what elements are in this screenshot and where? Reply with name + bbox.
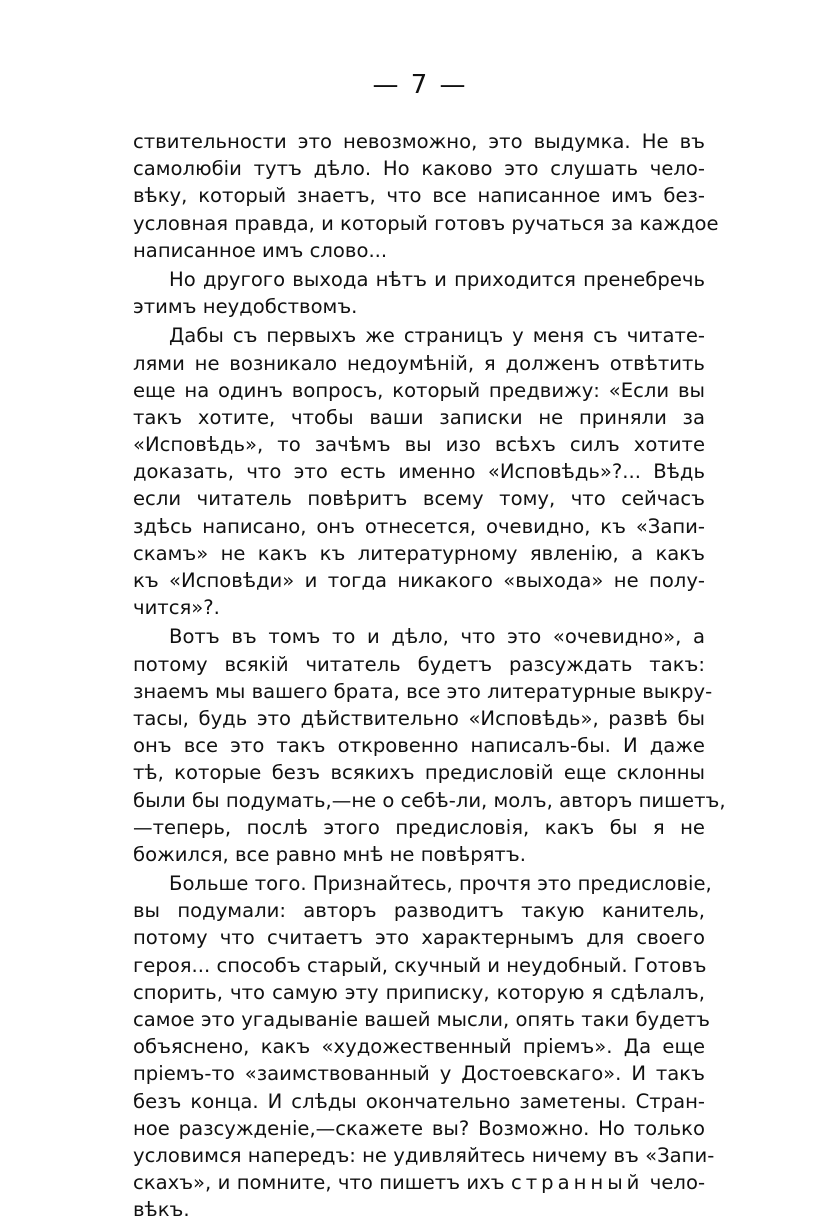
- text-line: были бы подумать,—не о себѣ-ли, молъ, авторъ пишетъ,: [133, 788, 726, 812]
- text-line: здѣсь написано, онъ отнесется, очевидно, къ «Запи-: [133, 514, 705, 538]
- text-line: потому всякій читатель будетъ разсуждать такъ:: [133, 652, 705, 676]
- text-line: самое это угадываніе вашей мысли, опять таки будетъ: [133, 1008, 710, 1031]
- text-line: вы подумали: авторъ разводитъ такую канитель,: [133, 899, 705, 923]
- text-line: вѣку, который знаетъ, что все написанное имъ без-: [133, 184, 705, 208]
- text-line: тѣ, которые безъ всякихъ предисловій еще склонны: [133, 761, 705, 785]
- text-line: Вотъ въ томъ то и дѣло, что это «очевидно», а: [169, 625, 705, 649]
- text-line: «Исповѣдь», то зачѣмъ вы изо всѣхъ силъ хотите: [133, 433, 705, 457]
- text-fragment: скахъ», и помните, что пишетъ ихъ: [133, 1171, 505, 1195]
- text-line: еще на одинъ вопросъ, который предвижу: «Если вы: [133, 378, 705, 402]
- text-fragment: чело-: [649, 1171, 706, 1195]
- text-line: Дабы съ первыхъ же страницъ у меня съ читате-: [169, 324, 705, 348]
- text-line: если читатель повѣритъ всему тому, что сейчасъ: [133, 487, 705, 511]
- text-line: объяснено, какъ «художественный пріемъ». Да еще: [133, 1035, 705, 1059]
- text-line: къ «Исповѣди» и тогда никакого «выхода» не полу-: [133, 569, 705, 592]
- text-line: онъ все это такъ откровенно написалъ-бы. И даже: [133, 734, 705, 758]
- text-line: героя... способъ старый, скучный и неудобный. Готовъ: [133, 953, 707, 977]
- text-line-with-spaced-word: [133, 1169, 705, 1196]
- text-line: знаемъ мы вашего брата, все это литературные выкру-: [133, 679, 713, 703]
- text-line: потому что считаетъ это характернымъ для своего: [133, 926, 705, 950]
- text-line: ствительности это невозможно, это выдумка. Не въ: [133, 130, 705, 153]
- page-number: — 7 —: [372, 70, 468, 100]
- text-line: тасы, будь это дѣйствительно «Исповѣдь», развѣ бы: [133, 706, 705, 730]
- text-line: вѣкъ.: [133, 1198, 190, 1222]
- text-line: пріемъ-то «заимствованный у Достоевскаго». И такъ: [133, 1062, 705, 1086]
- text-line: написанное имъ слово...: [133, 238, 388, 262]
- text-line: самолюбіи тутъ дѣло. Но каково это слушать чело-: [133, 157, 705, 181]
- text-line: скамъ» не какъ къ литературному явленію, а какъ: [133, 541, 705, 565]
- text-line: такъ хотите, чтобы ваши записки не приняли за: [133, 405, 705, 429]
- text-line: условимся напередъ: не удивляйтесь ничему въ «Запи-: [133, 1143, 715, 1167]
- text-line: —теперь, послѣ этого предисловія, какъ бы я не: [133, 815, 705, 839]
- text-line: чится»?.: [133, 596, 220, 620]
- text-line: доказать, что это есть именно «Исповѣдь»?... Вѣдь: [133, 460, 705, 484]
- text-line: безъ конца. И слѣды окончательно заметены. Стран-: [133, 1089, 705, 1113]
- text-line: божился, все равно мнѣ не повѣрятъ.: [133, 842, 526, 866]
- body-text: [133, 128, 726, 1224]
- text-line: Больше того. Признайтесь, прочтя это предисловіе,: [169, 872, 712, 896]
- text-line: спорить, что самую эту приписку, которую я сдѣлалъ,: [133, 980, 705, 1004]
- text-line: лями не возникало недоумѣній, я долженъ отвѣтить: [133, 351, 705, 375]
- text-line: условная правда, и который готовъ ручаться за каждое: [133, 211, 719, 235]
- spaced-word: странный: [510, 1171, 644, 1195]
- text-line: Но другого выхода нѣтъ и приходится пренебречь: [169, 267, 705, 291]
- text-line: ное разсужденіе,—скажете вы? Возможно. Но только: [133, 1116, 705, 1140]
- text-line: этимъ неудобствомъ.: [133, 295, 358, 319]
